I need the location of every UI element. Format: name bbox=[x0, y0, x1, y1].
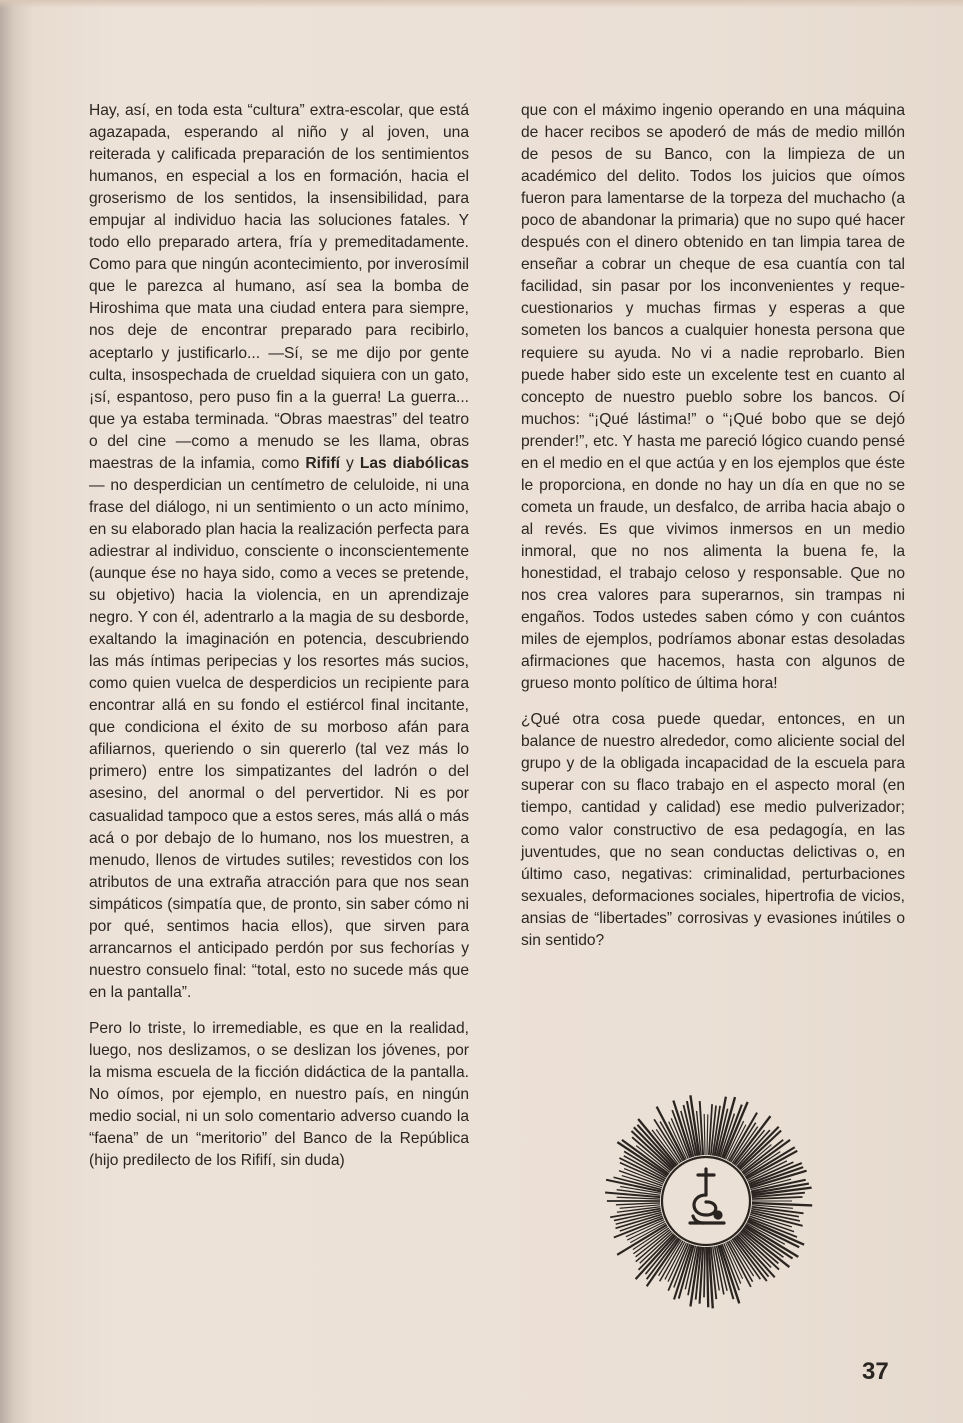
right-paragraph-2: ¿Qué otra cosa puede quedar, entonces, en un balance de nuestro alrededor, como aliciente social del grupo y de la obligada incapacidad de la escuela para superar con su flaco trabajo en el aspecto moral (en tiempo, cantidad y calidad) ese medio pulverizador; como valor constructivo de esa pedagogía, en las juventudes, que no sean conductas delictivas o, en último caso, negativas: criminalidad, perturbaciones sexuales, deformaciones sociales, hipertrofia de vicios, ansias de “libertades” corrosivas y evasiones inútiles o sin sentido? bbox=[521, 711, 905, 949]
sunburst-emblem-icon bbox=[594, 1089, 818, 1313]
left-paragraph-2: Pero lo triste, lo irremediable, es que en la realidad, luego, nos deslizamos, o se deslizan los jóvenes, por la misma escuela de la ficción didáctica de la pantalla. No oímos, por ejemplo, en nuestro país, en ningún medio social, ni un solo comentario adverso cuando la “faena” de un “meritorio” del Banco de la República (hijo predilecto de los Rififí, sin duda) bbox=[89, 1019, 469, 1170]
page-top-edge bbox=[0, 0, 963, 8]
right-text-column bbox=[521, 100, 905, 966]
sunburst-ray bbox=[606, 1180, 661, 1192]
sunburst-ray bbox=[616, 1203, 660, 1205]
left-paragraph-1: Hay, así, en toda esta “cultura” extra-escolar, que está agazapada, esperando al niño y al joven, una reiterada y calificada preparación de los sentimientos humanos, en especial a los en formación, hacia el groserismo de los sentidos, la insensibilidad, para empujar al individuo hacia las soluciones fatales. Y todo ello preparado artera, fría y premeditadamente. Como para que ningún acontecimiento, por inverosímil que le parezca al humano, así sea la bomba de Hiroshima que mata una ciudad entera para siempre, nos deje de encontrar preparado para recibirlo, aceptarlo y justificarlo... —Sí, se me dijo por gente culta, insospechada de crueldad siquiera con un gato, ¡sí, espantoso, pero puso fin a la guerra! La guerra... que ya estaba terminada. “Obras maestras” del teatro o del cine —como a menudo se les llama, obras maestras de la infamia, como Rififí y Las diabólicas— no desperdician un centímetro de celuloide, ni una frase del diálogo, ni un sentimiento o un acto mínimo, en su elaborado plan hacia la realización perfecta para adiestrar al individuo, consciente o inconscientemente (aunque ése no haya sido, como a veces se pretende, su objetivo) hacia la violencia, en un aprendizaje negro. Y con él, adentrarlo a la magia de su desborde, exaltando la imaginación en potencia, descubriendo las más íntimas peripecias y los resortes más sucios, como quien vuelca de desperdicios un recipiente para encontrar allá en su fondo el estiércol final incitante, que condiciona el éxito de su morboso afán para afiliarnos, queriendo o sin quererlo (tal vez más lo primero) entre los simpatizantes del ladrón o del asesino, del anormal o del pervertidor. Ni es por casualidad tampoco que a estos seres, más allá o más acá o por debajo de lo humano, nos los muestren, a menudo, llenos de virtudes sutiles; revestidos con los atributos de una extraña atracción para que nos sean simpáticos (simpatía que, de pronto, sin saber cómo ni por qué, sentimos hacia ellos), que sirven para arrancarnos el anticipado perdón por sus fechorías y nuestro consuelo final: “total, esto no sucede más que en la pantalla”. bbox=[89, 102, 469, 1001]
sunburst-ray bbox=[605, 1193, 660, 1198]
sunburst-ray bbox=[707, 1114, 708, 1155]
sunburst-ray bbox=[704, 1114, 705, 1155]
sunburst-ray bbox=[704, 1247, 705, 1297]
film-title-las-diabolicas: Las diabólicas bbox=[359, 454, 469, 472]
page-number: 37 bbox=[862, 1358, 889, 1385]
film-title-rififi: Rififí bbox=[305, 454, 341, 472]
right-paragraph-1: que con el máximo ingenio operando en una máquina de hacer recibos se apoderó de más de medio millón de pesos de su Banco, con la limpieza de un académico del delito. Todos los juicios que oímos fueron para lamentarse de la torpeza del muchacho (a poco de abandonar la primaria) que no supo qué hacer después con el dinero obtenido en tan limpia tarea de enseñar a cobrar un cheque de esa cuantía con tal facilidad, sin pasar por los inconvenientes y reque-cuestionarios y muchas firmas y esperas a que someten los bancos a cualquier honesta persona que requiere su ayuda. No vi a nadie reprobarlo. Bien puede haber sido este un excelente test en cuanto al concepto de nuestro pueblo sobre los bancos. Oí muchos: “¡Qué lástima!” o “¡Qué bobo que se dejó prender!”, etc. Y hasta me pareció lógico cuando pensé en el medio en el que actúa y en los ejemplos que éste le proporciona, en donde no hay un día en que no se cometa un fraude, un desfalco, de arriba hacia abajo o al revés. Es que vivimos inmersos en un medio inmoral, que no nos alimenta la buena fe, la honestidad, el trabajo celoso y responsable. Que no nos crea valores para superarnos, sin trampas ni engaños. Todos ustedes saben cómo y con cuántos miles de ejemplos, podríamos abonar estas desoladas afirmaciones que hacemos, hasta con algunos de grueso monto político de última hora! bbox=[521, 102, 905, 693]
sunburst-ray bbox=[707, 1247, 708, 1307]
left-text-column bbox=[89, 100, 469, 1186]
